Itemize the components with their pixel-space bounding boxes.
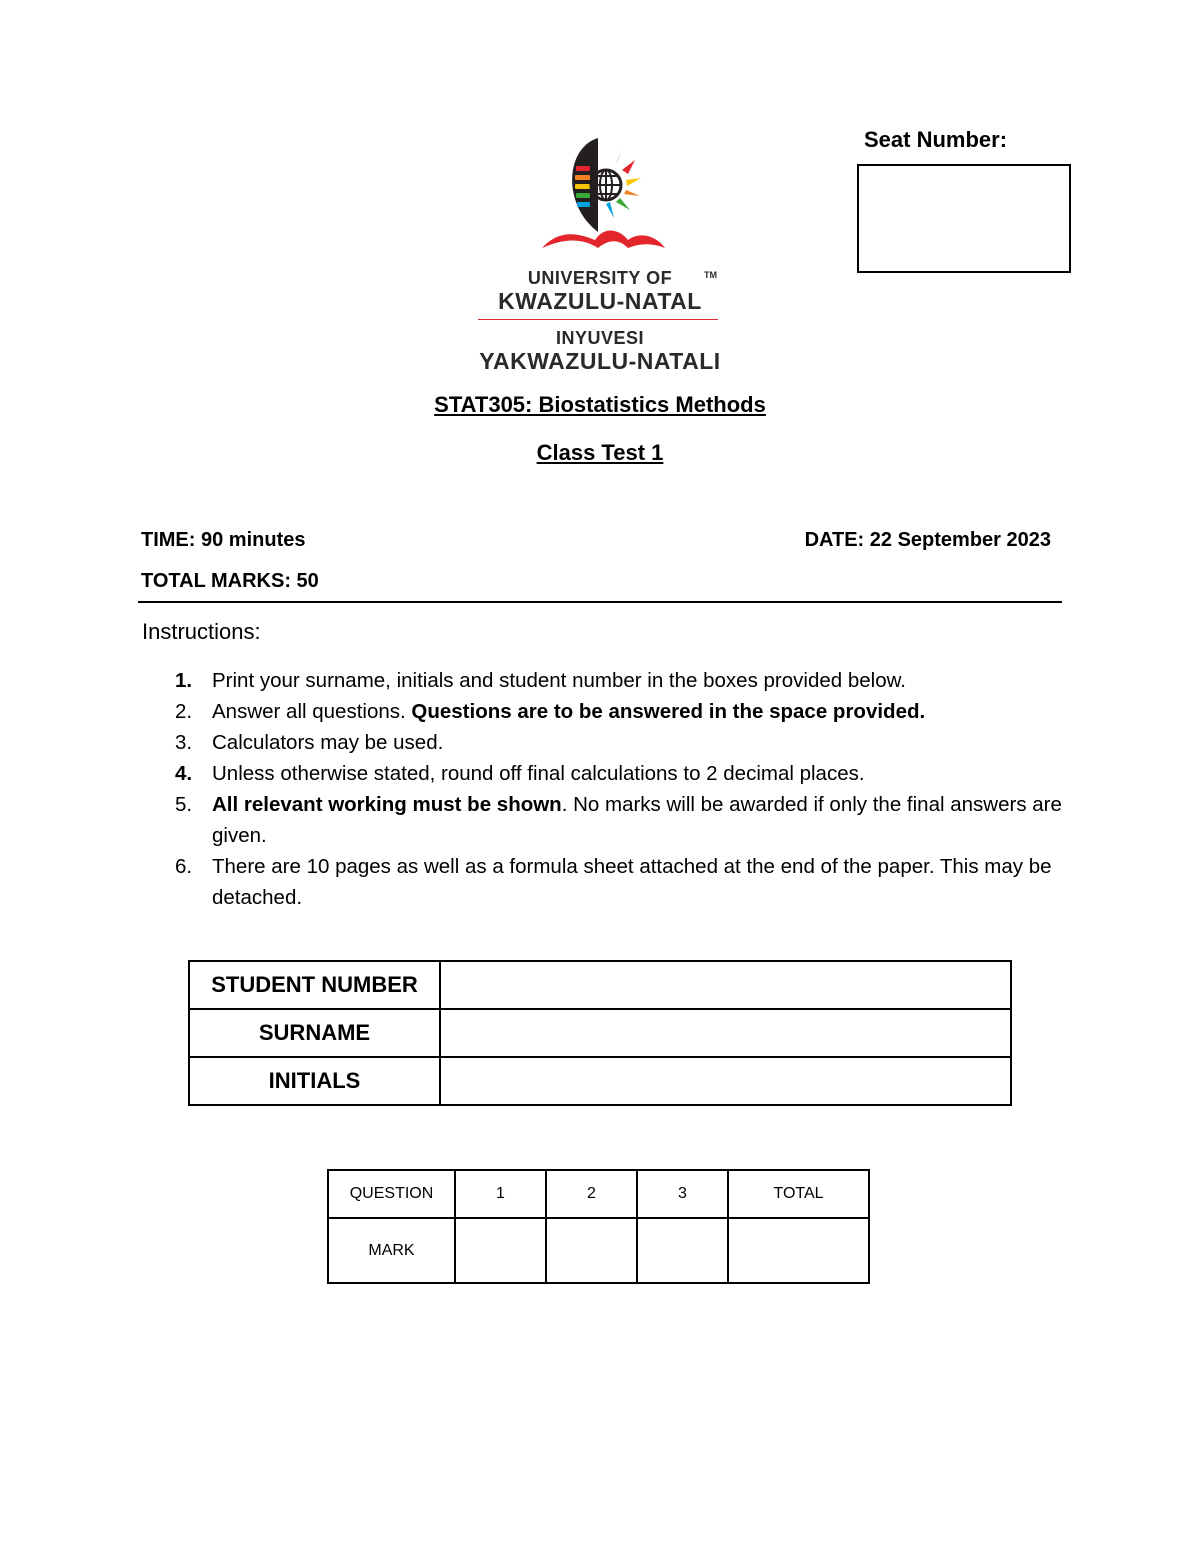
mark-table-header: TOTAL	[728, 1170, 869, 1218]
mark-table-header: 3	[637, 1170, 728, 1218]
student-number-label: STUDENT NUMBER	[189, 961, 440, 1009]
logo-line-inyuvesi: INYUVESI	[555, 328, 645, 348]
mark-total-cell[interactable]	[728, 1218, 869, 1283]
ukzn-emblem-icon	[470, 130, 730, 255]
instruction-item	[175, 758, 1065, 789]
table-row	[328, 1170, 869, 1218]
instruction-item	[175, 851, 1065, 913]
mark-cell[interactable]	[637, 1218, 728, 1283]
mark-row-label: MARK	[328, 1218, 455, 1283]
instruction-text: Print your surname, initials and student number in the boxes provided below.	[212, 669, 906, 692]
instruction-number: 5.	[175, 793, 193, 816]
instruction-number: 4.	[175, 762, 193, 785]
student-info-table	[188, 960, 1012, 1106]
instructions-list	[175, 665, 1065, 913]
mark-table	[327, 1169, 870, 1284]
logo-line-kwazulu-natal: KWAZULU-NATAL	[498, 288, 702, 314]
table-row	[189, 1057, 1011, 1105]
time-allowed: TIME: 90 minutes	[141, 529, 306, 551]
total-marks: TOTAL MARKS: 50	[141, 570, 319, 592]
seat-number-box[interactable]	[857, 164, 1071, 273]
instruction-item	[175, 727, 1065, 758]
logo-line-yakwazulu-natali: YAKWAZULU-NATALI	[479, 348, 721, 374]
instruction-number: 2.	[175, 700, 193, 723]
university-logo	[470, 130, 730, 380]
logo-line-university-of: UNIVERSITY OF	[527, 268, 673, 288]
instruction-item	[175, 665, 1065, 696]
table-row	[189, 961, 1011, 1009]
instruction-item	[175, 696, 1065, 727]
table-row	[328, 1218, 869, 1283]
table-row	[189, 1009, 1011, 1057]
student-number-field[interactable]	[440, 961, 1011, 1009]
surname-field[interactable]	[440, 1009, 1011, 1057]
logo-divider	[478, 319, 718, 320]
course-title: STAT305: Biostatistics Methods	[434, 392, 766, 417]
instruction-number: 6.	[175, 855, 193, 878]
exam-date: DATE: 22 September 2023	[804, 529, 1051, 551]
instruction-text-bold: Questions are to be answered in the space provided.	[411, 700, 926, 723]
instruction-text: . No marks will be awarded if only the final answers are given.	[212, 793, 1062, 847]
initials-label: INITIALS	[189, 1057, 440, 1105]
instruction-text-bold: All relevant working must be shown	[212, 793, 562, 816]
instruction-item	[175, 789, 1065, 851]
instructions-heading: Instructions:	[142, 619, 261, 644]
test-title: Class Test 1	[536, 440, 664, 465]
mark-cell[interactable]	[546, 1218, 637, 1283]
mark-table-header: QUESTION	[328, 1170, 455, 1218]
instruction-number: 3.	[175, 731, 193, 754]
trademark-symbol: TM	[704, 270, 717, 280]
mark-table-header: 2	[546, 1170, 637, 1218]
seat-number-label: Seat Number:	[864, 127, 1008, 152]
initials-field[interactable]	[440, 1057, 1011, 1105]
mark-cell[interactable]	[455, 1218, 546, 1283]
mark-table-header: 1	[455, 1170, 546, 1218]
surname-label: SURNAME	[189, 1009, 440, 1057]
instruction-text: There are 10 pages as well as a formula sheet attached at the end of the paper. This may be detached.	[212, 855, 1052, 909]
instruction-text: Unless otherwise stated, round off final calculations to 2 decimal places.	[212, 762, 865, 785]
instruction-text: Calculators may be used.	[212, 731, 444, 754]
instruction-number: 1.	[175, 669, 193, 692]
header-divider	[138, 601, 1062, 603]
instruction-text: Answer all questions.	[212, 700, 412, 723]
